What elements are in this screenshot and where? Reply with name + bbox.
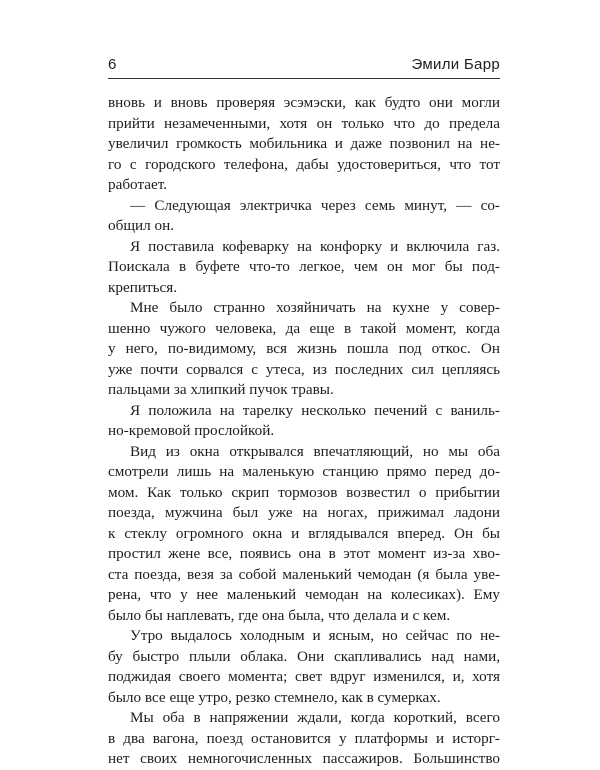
text-line: Мы оба в напряжении ждали, когда короткий, всего [130, 709, 500, 726]
text-line: Вид из окна открывался впечатляющий, но мы оба [130, 442, 500, 460]
page-header [108, 56, 500, 76]
text-line: у него, по-видимому, вся жизнь пошла под откос. Он [108, 340, 500, 357]
text-line: поезда, мужчина был уже на ногах, прижимал ладони [108, 504, 500, 521]
running-title: Эмили Барр [411, 56, 500, 73]
paragraph [108, 93, 500, 196]
header-rule [108, 78, 500, 79]
text-line: в два вагона, поезд остановится у платформы и исторг- [108, 729, 500, 747]
paragraph [108, 708, 500, 770]
text-line: крепиться. [108, 278, 178, 296]
paragraph [108, 298, 500, 401]
text-line: Я положила на тарелку несколько печений с ваниль- [130, 401, 500, 419]
text-line: было бы наплевать, где она была, что делала и с кем. [108, 606, 451, 624]
text-line: но-кремовой прослойкой. [108, 422, 275, 439]
body-text [108, 93, 500, 770]
text-line: Мне было странно хозяйничать на кухне у совер- [130, 299, 500, 316]
text-line: ста поезда, везя за собой маленький чемодан (я была уве- [108, 565, 500, 583]
paragraph [108, 401, 500, 442]
page-number: 6 [108, 56, 117, 73]
paragraph [108, 237, 500, 299]
text-line: Утро выдалось холодным и ясным, но сейчас по не- [130, 627, 500, 644]
text-line: уже почти сорвался с утеса, из последних сил цепляясь [108, 360, 500, 378]
text-line: Я поставила кофеварку на конфорку и включила газ. [130, 237, 500, 255]
text-line: рена, что у нее маленький чемодан на колесиках). Ему [108, 586, 500, 603]
paragraph [108, 196, 500, 237]
text-line: прийти незамеченными, хотя он только что до предела [108, 114, 500, 132]
paragraph [108, 626, 500, 708]
text-line: нет своих немногочисленных пассажиров. Большинство [108, 750, 500, 767]
text-line: пальцами за хлипкий пучок травы. [108, 381, 334, 398]
text-line: Поискала в буфете что-то легкое, чем он мог бы под- [108, 258, 500, 275]
text-line: вновь и вновь проверяя эсэмэски, как будто они могли [108, 94, 500, 111]
text-line: го с городского телефона, дабы удостовериться, что тот [108, 155, 500, 173]
text-line: поджидая своего момента; свет вдруг изменился, и, хотя [108, 668, 500, 685]
text-line: простил жене все, появись она в этот момент из-за хво- [108, 545, 500, 562]
text-line: — Следующая электричка через семь минут, — со- [130, 196, 500, 214]
text-line: шенно чужого человека, да еще в такой момент, когда [108, 319, 500, 337]
text-line: мом. Как только скрип тормозов возвестил о прибытии [108, 483, 500, 501]
text-line: работает. [108, 176, 168, 193]
text-line: было все еще утро, резко стемнело, как в сумерках. [108, 688, 441, 706]
text-line: к стеклу огромного окна и вглядывался вперед. Он бы [108, 524, 500, 542]
text-line: общил он. [108, 217, 175, 234]
paragraph [108, 442, 500, 627]
text-line: смотрели лишь на маленькую станцию прямо перед до- [108, 463, 500, 480]
text-line: увеличил громкость мобильника и даже позвонил на не- [108, 135, 500, 152]
text-line: бу быстро плыли облака. Они скапливались над нами, [108, 647, 500, 665]
